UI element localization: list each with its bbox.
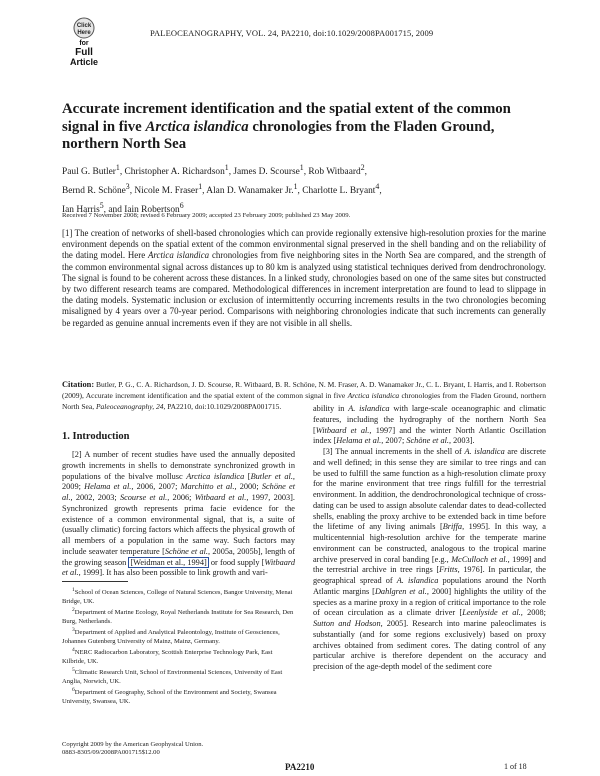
intro-left-column <box>62 450 295 579</box>
author-10[interactable]: Iain Robertson$^6$ <box>124 200 184 215</box>
section-heading-introduction: 1. Introduction <box>62 431 130 442</box>
publication-dates: Received 7 November 2008; revised 6 February 2009; accepted 23 February 2009; published 23 May 2009. <box>62 212 351 219</box>
cite-link[interactable]: Sutton and Hodson <box>313 619 381 628</box>
author-7[interactable]: Alan D. Wanamaker Jr.$^1$, <box>206 181 303 196</box>
author-3[interactable]: James D. Scourse$^1$, <box>233 163 309 178</box>
badge-click: Click <box>76 23 92 29</box>
footnote-2: $^2$Department of Marine Ecology, Royal Netherlands Institute for Sea Research, Den Burg, Netherlands. <box>62 607 294 625</box>
badge-here: Here <box>77 30 91 36</box>
intro-paragraph-2-continued: ability in A. islandica with large-scale oceanographic and climatic features, including the hydrography of the northern North Sea [Witbaard et al., 1997] and the winter North Atlantic Oscillation index [Helama et al., 2007; Schöne et al., 2003]. <box>313 404 546 446</box>
issn-line: 0883-8305/09/2008PA001715$12.00 <box>62 749 160 757</box>
author-6[interactable]: Nicole M. Fraser$^1$, <box>134 181 207 196</box>
highlighted-citation-link[interactable]: [Weidman et al., 1994] <box>130 557 207 567</box>
cite-link[interactable]: Fritts <box>439 565 458 575</box>
full-article-badge[interactable] <box>64 14 104 74</box>
footnote-divider <box>62 581 128 582</box>
cite-link[interactable]: McCulloch et al. <box>451 554 508 564</box>
cite-link[interactable]: Witbaard et al. <box>62 557 295 578</box>
citation-label: Citation: <box>62 380 95 389</box>
footnote-6: $^6$Department of Geography, School of the Environment and Society, Swansea University, Swansea, UK. <box>62 687 277 705</box>
cite-link[interactable]: Schöne et al. <box>406 436 449 446</box>
abstract: [1] The creation of networks of shell-based chronologies which can provide regionally extensive high-resolution proxies for the marine environment depends on the spatial extent of the common environmental signal preserved in the shell banding and on the reliability of the dating model. Here Arctica islandica chronologies from five neighboring sites in the North Sea are compared, and the strength of the common environmental signal across distances up to 80 km is analyzed using statistical techniques derived from dendrochronology. The signal is found to be coherent across these distances. In a linked study, chronologies based on one of the same sites but constructed by two different research teams are compared. Methodological differences in increment interpretation are found to lead to slippage in the dating models. Systematic inclusion or exclusion of intermittently occurring increments results in the two chronologies becoming misaligned by 4 years over a 70-year period. Comparisons with neighboring chronologies indicate that such increments can generally be regarded as genuine annual increments even if they are not visible in all shells. <box>62 228 546 328</box>
citation: Citation: Butler, P. G., C. A. Richardson, J. D. Scourse, R. Witbaard, B. R. Schöne, N. M. Fraser, A. D. Wanamaker Jr., C. L. Bryant, I. Harris, and I. Robertson (2009), Accurate increment identification and the spatial extent of the common signal in five Arctica islandica chronologies from the Fladen Ground, northern North Sea, Paleoceanography, 24, PA2210, doi:10.1029/2008PA001715. <box>62 380 547 411</box>
cite-link[interactable]: Marchitto et al. <box>180 482 235 492</box>
footnote-3: $^3$Department of Applied and Analytical Paleontology, Institute of Geosciences, Johannes Gutenberg University of Mainz, Mainz, Germany. <box>62 627 280 645</box>
cite-link[interactable]: Witbaard et al. <box>194 493 247 502</box>
title-species: Arctica islandica <box>145 118 249 135</box>
article-title <box>62 101 546 154</box>
badge-full: Full <box>75 47 93 58</box>
cite-link[interactable]: Helama et al. <box>336 436 382 446</box>
author-5[interactable]: Bernd R. Schöne$^3$, <box>62 181 135 196</box>
author-4[interactable]: Rob Witbaard$^2$, <box>308 163 367 178</box>
abstract-paragraph-number: [1] <box>62 228 73 238</box>
footnote-5: $^5$Climatic Research Unit, School of Environmental Sciences, University of East Anglia, Norwich, UK. <box>62 667 283 685</box>
title-part1: Accurate increment identification and the spatial extent of the common signal in five <box>62 101 511 135</box>
cite-link[interactable]: Leenlyside et al. <box>462 608 521 618</box>
cite-link[interactable]: Butler et al. <box>250 471 293 481</box>
badge-article: Article <box>69 57 99 67</box>
intro-paragraph-3: [3] The annual increments in the shell of A. islandica are discrete and well defined; in this sense they are similar to tree rings and can be used to fulfill the same function as a high-resolution climate proxy for the marine environment that tree rings fulfill for the terrestrial environment. In addition, the dendrochronological technique of cross-dating can be used to assign absolute calendar dates to dead-collected shells, enabling the proxy archive to be extended back in time before the lifetime of any living animals [Briffa, 1995]. In this way, a multicentennial high-resolution archive for the temperate marine environment can be constructed, analogous to the tropical marine archive preserved in coral banding [e.g., McCulloch et al., 1999] and the terrestrial archive in tree rings [Fritts, 1976]. In particular, the geographical spread of A. islandica populations around the North Atlantic margins [Dahlgren et al., 2000] highlights the utility of the species as a marine proxy in a region of critical importance to the role of ocean circulation as a climate driver [Leenlyside et al., 2008; Sutton and Hodson, 2005]. Research into marine paleoclimates is substantially (and for some regions exclusively) based on proxy archives obtained from sediment cores. The dating control of any particular archive is therefore dependent on the accuracy and precision of the age-depth model of the sediment core <box>313 447 547 671</box>
intro-paragraph-2: [2] A number of recent studies have used the annually deposited growth increments in shells to demonstrate synchronized growth in populations of the bivalve mollusc Arctica islandica [Butler et al., 2009; Helama et al., 2006, 2007; Marchitto et al., 2000; Schöne et al., 2002, 2003; Scourse et al., 2006; Witbaard et al., 1997, 2003]. Synchronized growth represents prima facie evidence for the existence of a common environmental signal, that is, a suite of (usually climatic) forcing factors which affects the physical growth of all members of a population in the same way. Such factors may include seawater temperature [Schöne et al., 2005a, 2005b], length of the growing season [Weidman et al., 1994] or food supply [Witbaard et al., 1999]. It has also been possible to link growth and vari- <box>62 450 296 578</box>
affiliation-footnotes <box>62 586 295 706</box>
intro-right-column <box>313 404 546 673</box>
copyright-notice <box>62 741 295 758</box>
journal-header: PALEOCEANOGRAPHY, VOL. 24, PA2210, doi:10.1029/2008PA001715, 2009 <box>150 28 434 38</box>
cite-link[interactable]: Schöne et al. <box>62 482 296 502</box>
footnote-1: $^1$School of Ocean Sciences, College of Natural Sciences, Bangor University, Menai Bridge, UK. <box>62 587 293 605</box>
author-1[interactable]: Paul G. Butler$^1$, <box>62 163 125 178</box>
badge-for: for <box>79 40 89 47</box>
footnote-4: $^4$NERC Radiocarbon Laboratory, Scottish Enterprise Technology Park, East Kilbride, UK. <box>62 647 273 665</box>
cite-link[interactable]: Dahlgren et al. <box>374 586 427 596</box>
footer-page-number: 1 of 18 <box>504 762 527 771</box>
cite-link[interactable]: Scourse et al. <box>119 493 168 502</box>
author-list <box>62 161 546 217</box>
author-2[interactable]: Christopher A. Richardson$^1$, <box>124 163 234 178</box>
cite-link[interactable]: Schöne et al. <box>164 546 208 556</box>
author-8[interactable]: Charlotte L. Bryant$^4$, <box>302 181 382 196</box>
author-9[interactable]: Ian Harris$^5$, and <box>62 200 125 215</box>
footer-article-id: PA2210 <box>285 762 315 772</box>
copyright-line: Copyright 2009 by the American Geophysical Union. <box>62 741 204 748</box>
cite-link[interactable]: Briffa <box>442 522 463 532</box>
cite-link[interactable]: Helama et al. <box>84 482 132 492</box>
title-part2: chronologies from the Fladen Ground, northern North Sea <box>62 118 495 153</box>
cite-link[interactable]: Witbaard et al. <box>315 425 370 435</box>
